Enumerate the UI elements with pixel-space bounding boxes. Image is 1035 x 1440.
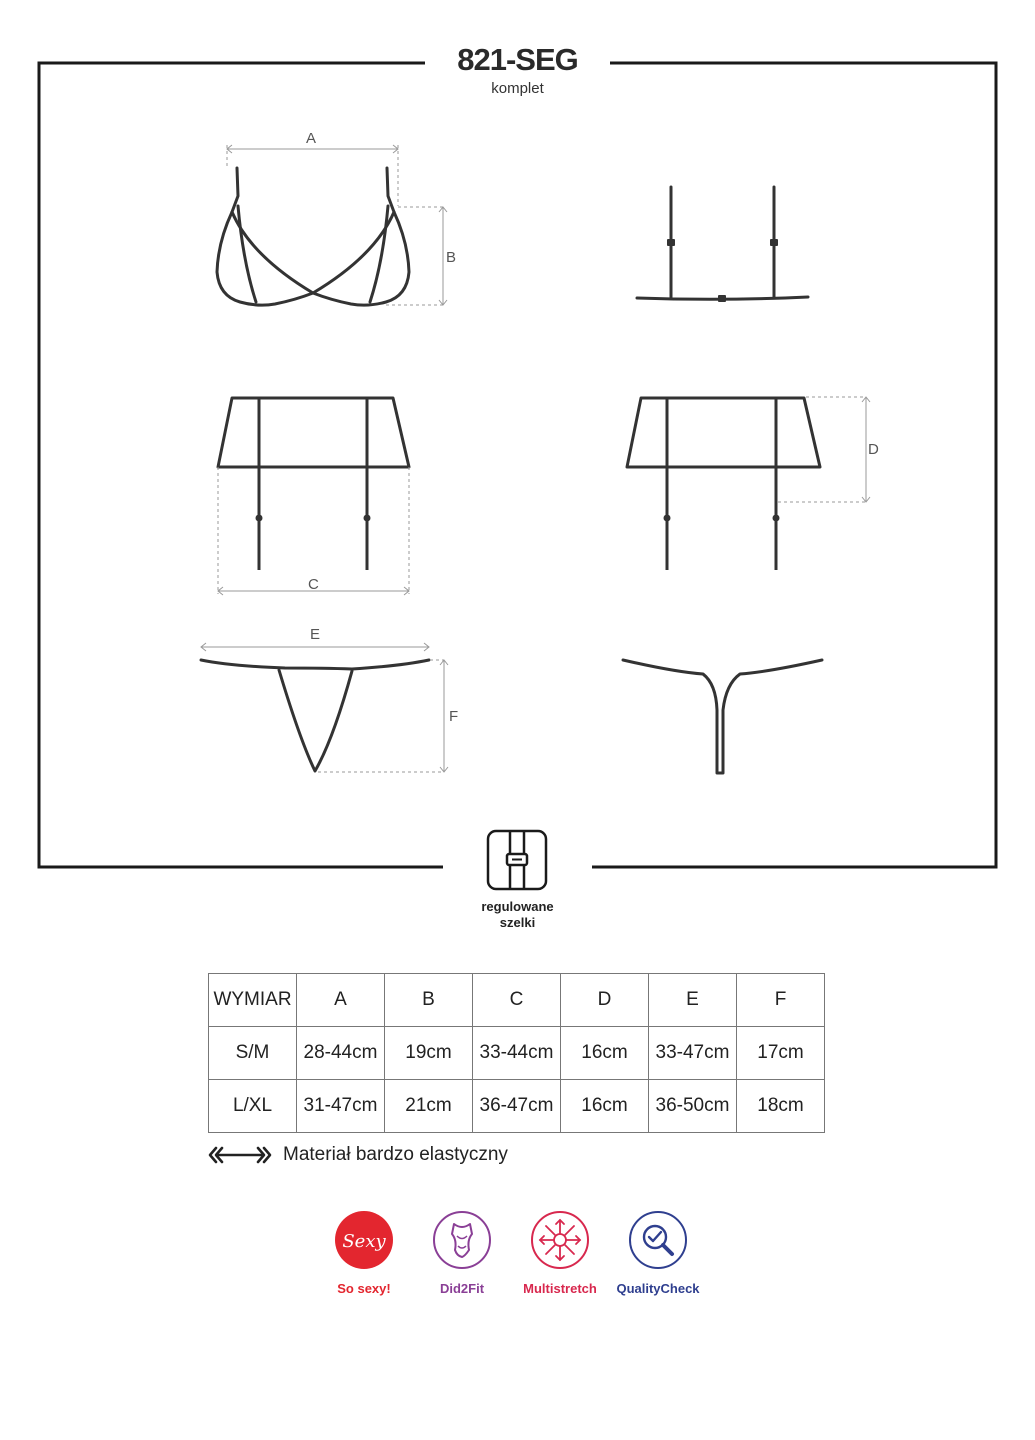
size-table-header-row: [209, 974, 825, 1027]
garter-belt-front-drawing: [218, 398, 409, 570]
bra-back-sliders: [667, 239, 778, 302]
multistretch-icon: [530, 1210, 590, 1270]
feature-label: [460, 899, 575, 931]
dimension-label-c: C: [308, 576, 319, 593]
table-cell: S/M: [209, 1027, 297, 1080]
quality-check-icon: [628, 1210, 688, 1270]
badge-label: QualityCheck: [616, 1281, 700, 1296]
dimension-label-f: F: [449, 708, 459, 725]
bra-back-drawing: [637, 187, 808, 299]
table-cell: 33-44cm: [473, 1027, 561, 1080]
table-cell: 17cm: [737, 1027, 825, 1080]
table-row: [209, 1080, 825, 1133]
garter-belt-back-drawing: [627, 398, 820, 570]
sexy-badge-text: Sexy: [342, 1231, 386, 1252]
badge-quality-check: [608, 1210, 708, 1296]
table-cell: 16cm: [561, 1080, 649, 1133]
dimension-label-e: E: [310, 626, 321, 643]
table-row: [209, 1027, 825, 1080]
sexy-badge-icon: [334, 1210, 394, 1270]
dimension-d: [778, 397, 870, 502]
size-table: [208, 973, 825, 1133]
dimension-label-a: A: [306, 130, 317, 147]
header-cell: E: [649, 974, 737, 1027]
table-cell: 33-47cm: [649, 1027, 737, 1080]
thong-front-drawing: [201, 660, 429, 771]
bra-front-drawing: [217, 168, 409, 305]
dimension-label-d: D: [868, 441, 879, 458]
header-cell: B: [385, 974, 473, 1027]
badge-label: Multistretch: [523, 1281, 597, 1296]
material-note-text: Materiał bardzo elastyczny: [283, 1144, 508, 1165]
badge-label: Did2Fit: [439, 1281, 485, 1296]
feature-label-line1: regulowane: [481, 899, 554, 914]
frame-border: [39, 63, 996, 867]
table-cell: 28-44cm: [297, 1027, 385, 1080]
badge-so-sexy: [314, 1210, 414, 1296]
dimension-a: [227, 145, 398, 206]
table-cell: 19cm: [385, 1027, 473, 1080]
header-cell: WYMIAR: [209, 974, 297, 1027]
table-cell: 21cm: [385, 1080, 473, 1133]
adjustable-strap-icon: [488, 831, 546, 889]
badge-multistretch: [510, 1210, 610, 1296]
dimension-b: [386, 207, 447, 305]
material-note: [207, 1142, 508, 1168]
dimension-label-b: B: [446, 249, 457, 266]
garter-front-clips: [256, 515, 371, 522]
did2fit-dress-icon: [432, 1210, 492, 1270]
table-cell: 16cm: [561, 1027, 649, 1080]
product-code: 821-SEG: [457, 42, 578, 77]
table-cell: L/XL: [209, 1080, 297, 1133]
garter-back-clips: [664, 515, 780, 522]
dimension-e: [201, 643, 429, 651]
header-cell: A: [297, 974, 385, 1027]
header-cell: F: [737, 974, 825, 1027]
badge-label: So sexy!: [337, 1281, 391, 1296]
product-type: komplet: [491, 80, 544, 97]
table-cell: 36-47cm: [473, 1080, 561, 1133]
thong-back-drawing: [623, 660, 822, 773]
header-cell: D: [561, 974, 649, 1027]
table-cell: 36-50cm: [649, 1080, 737, 1133]
badge-did2fit: [412, 1210, 512, 1296]
header-cell: C: [473, 974, 561, 1027]
table-cell: 18cm: [737, 1080, 825, 1133]
feature-label-line2: szelki: [499, 915, 536, 930]
table-cell: 31-47cm: [297, 1080, 385, 1133]
stretch-arrows-icon: [207, 1145, 273, 1165]
